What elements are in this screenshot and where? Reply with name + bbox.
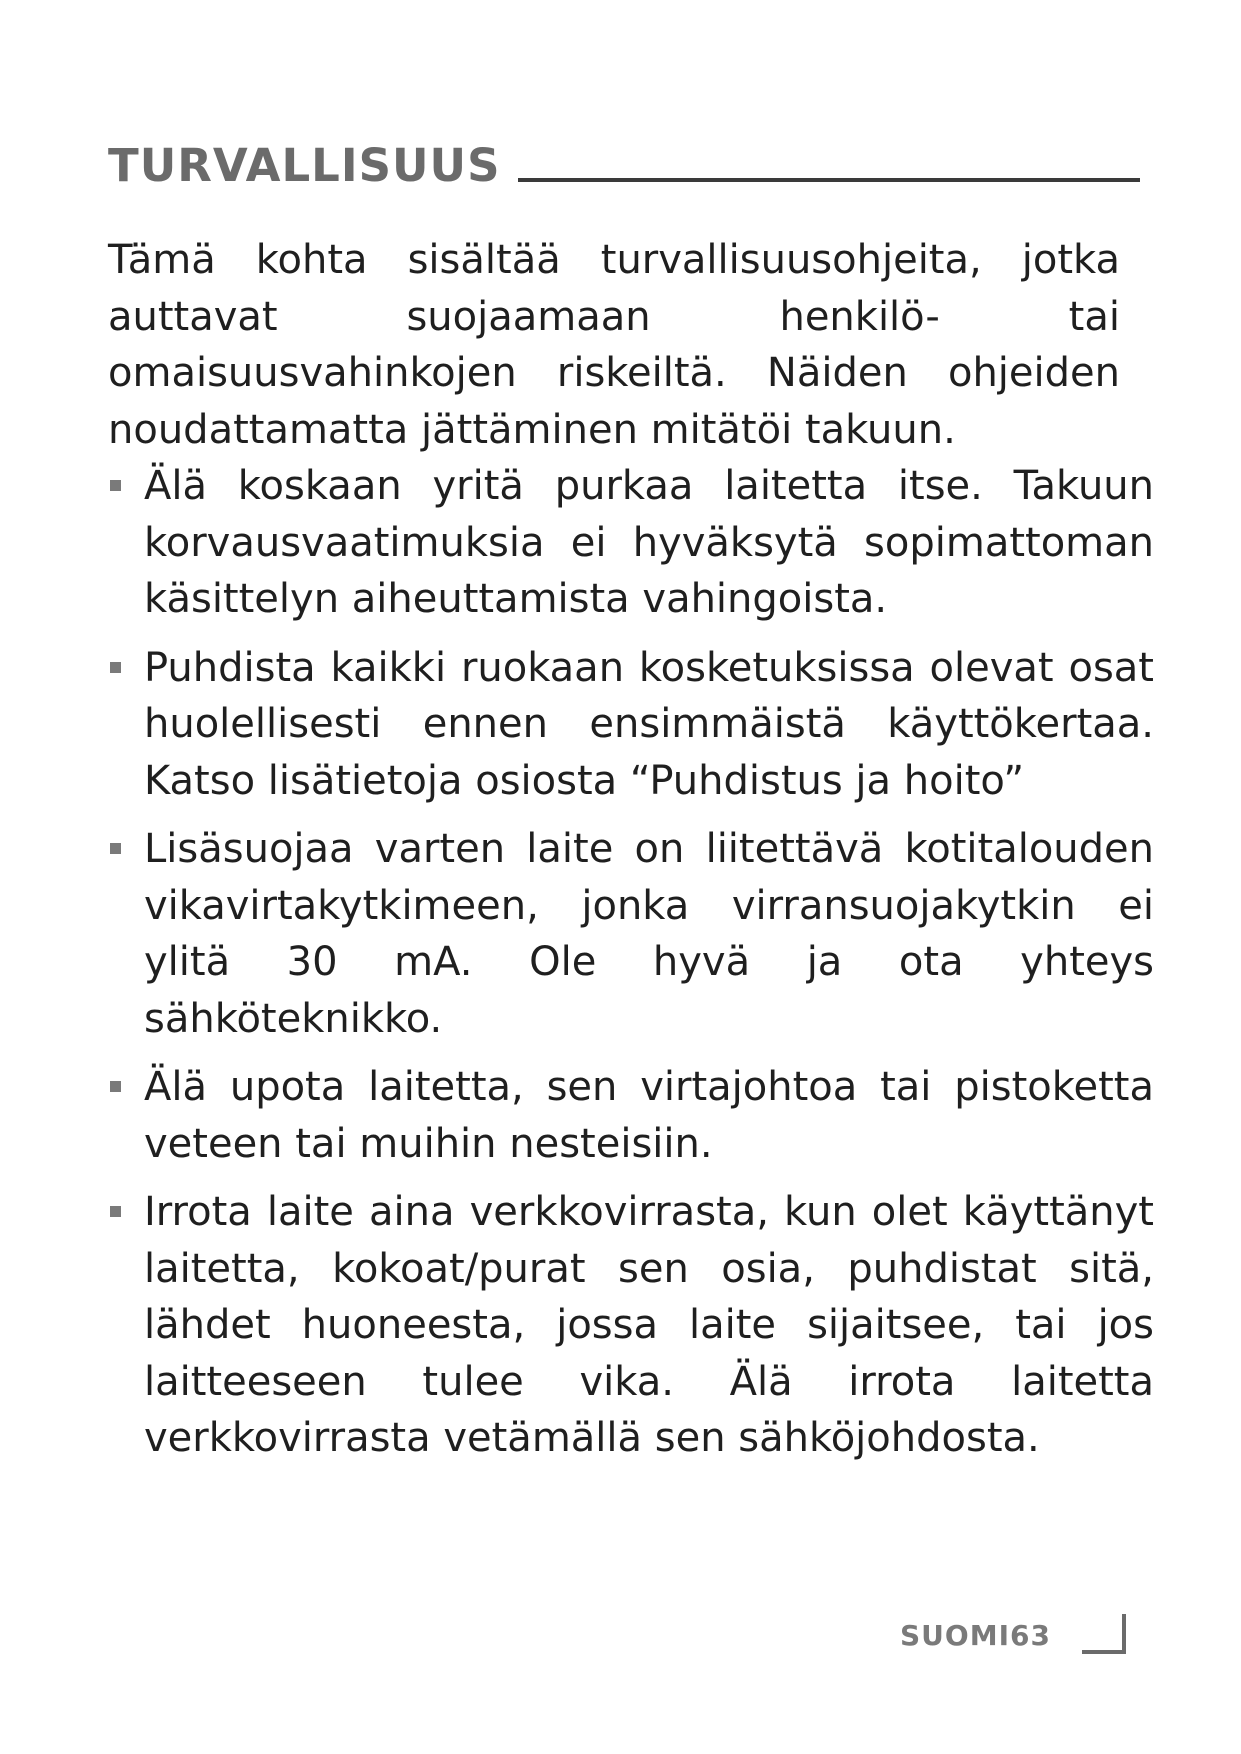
- section-title: TURVALLISUUS: [108, 139, 501, 192]
- square-bullet-icon: [110, 1206, 121, 1217]
- square-bullet-icon: [110, 662, 121, 673]
- page-footer: [880, 1614, 1140, 1660]
- square-bullet-icon: [110, 480, 121, 491]
- list-item-text: Puhdista kaikki ruokaan kosketuksissa olevat osat huolellisesti ennen ensimmäistä käyttökertaa. Katso lisätietoja osiosta “Puhdistus ja hoito”: [144, 644, 1154, 804]
- square-bullet-icon: [110, 843, 121, 854]
- list-item: [108, 1184, 1154, 1467]
- list-item: [108, 458, 1154, 628]
- list-item-text: Irrota laite aina verkkovirrasta, kun olet käyttänyt laitetta, kokoat/purat sen osia, puhdistat sitä, lähdet huoneesta, jossa laite sijaitsee, tai jos laitteeseen tulee vika. Älä irrota laitetta verkkovirrasta vetämällä sen sähköjohdosta.: [144, 1189, 1154, 1461]
- section-body: [108, 232, 1178, 1467]
- corner-mark-icon: [1082, 1614, 1126, 1654]
- list-item: [108, 640, 1154, 810]
- list-item-text: Lisäsuojaa varten laite on liitettävä kotitalouden vikavirtakytkimeen, jonka virransuojakytkin ei ylitä 30 mA. Ole hyvä ja ota yhteys sähköteknikko.: [144, 826, 1154, 1042]
- section-heading: [108, 128, 1140, 192]
- safety-instructions-list: [108, 458, 1178, 1467]
- square-bullet-icon: [110, 1081, 121, 1092]
- list-item: [108, 1059, 1154, 1172]
- intro-paragraph: Tämä kohta sisältää turvallisuusohjeita, jotka auttavat suojaamaan henkilö- tai omaisuusvahinkojen riskeiltä. Näiden ohjeiden noudattamatta jättäminen mitätöi takuun.: [108, 237, 1120, 453]
- page-number-label: SUOMI63: [900, 1619, 1051, 1652]
- list-item-text: Älä upota laitetta, sen virtajohtoa tai pistoketta veteen tai muihin nesteisiin.: [144, 1064, 1154, 1167]
- list-item-text: Älä koskaan yritä purkaa laitetta itse. Takuun korvausvaatimuksia ei hyväksytä sopimattoman käsittelyn aiheuttamista vahingoista.: [144, 463, 1154, 622]
- heading-rule: [518, 178, 1140, 182]
- list-item: [108, 821, 1154, 1047]
